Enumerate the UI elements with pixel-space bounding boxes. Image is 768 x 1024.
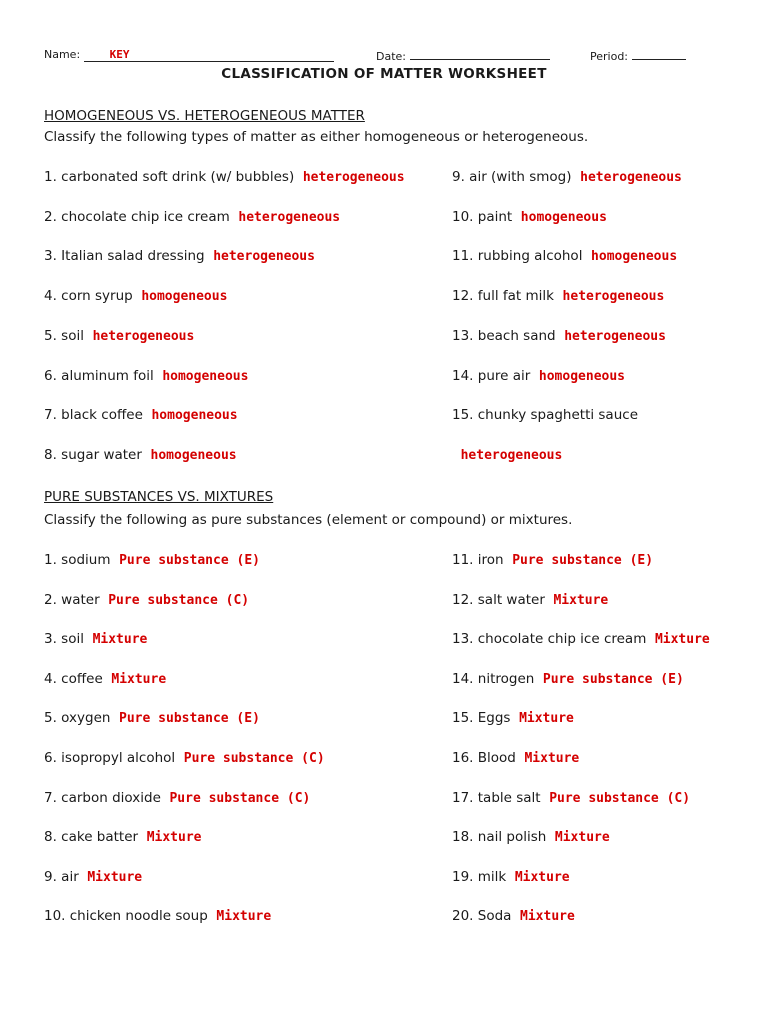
question-item bbox=[44, 790, 310, 806]
answer-text: heterogeneous bbox=[302, 170, 405, 185]
page-title: CLASSIFICATION OF MATTER WORKSHEET bbox=[221, 66, 547, 82]
answer-text: Mixture bbox=[553, 592, 609, 608]
answer-text: Mixture bbox=[87, 869, 143, 885]
question-item bbox=[452, 552, 653, 568]
period-field bbox=[590, 48, 686, 63]
question-text: 10. chicken noodle soup bbox=[44, 908, 208, 925]
question-text: 12. salt water bbox=[452, 591, 545, 608]
answer-text: homogeneous bbox=[151, 408, 238, 424]
answer-text: Mixture bbox=[654, 632, 710, 648]
question-item bbox=[452, 671, 684, 687]
question-item bbox=[44, 631, 147, 647]
name-field bbox=[44, 48, 334, 62]
section1-instructions: Classify the following types of matter as either homogeneous or heterogeneous. bbox=[44, 129, 589, 145]
answer-text: homogeneous bbox=[520, 209, 607, 225]
question-text: 20. Soda bbox=[452, 908, 512, 925]
question-text: 12. full fat milk bbox=[452, 288, 554, 305]
question-item bbox=[44, 407, 238, 423]
question-item bbox=[44, 592, 249, 608]
answer-text: heterogeneous bbox=[92, 328, 195, 344]
question-text: 2. water bbox=[44, 591, 100, 608]
question-text: 4. coffee bbox=[44, 670, 103, 687]
answer-text: Mixture bbox=[514, 869, 570, 885]
answer-text: Pure substance (E) bbox=[512, 553, 654, 568]
question-item bbox=[44, 169, 405, 185]
question-item bbox=[452, 368, 625, 384]
question-item bbox=[44, 328, 194, 344]
section2-instructions: Classify the following as pure substances (element or compound) or mixtures. bbox=[44, 512, 573, 528]
answer-text: Mixture bbox=[92, 632, 148, 648]
question-text: 7. black coffee bbox=[44, 407, 143, 424]
answer-text: homogeneous bbox=[162, 368, 249, 384]
question-text: 8. sugar water bbox=[44, 446, 142, 463]
question-text: 5. oxygen bbox=[44, 710, 111, 727]
question-item bbox=[44, 552, 260, 568]
question-item bbox=[44, 710, 260, 726]
question-item bbox=[452, 209, 607, 225]
answer-text: homogeneous bbox=[538, 368, 625, 384]
question-item bbox=[452, 790, 690, 806]
question-text: 10. paint bbox=[452, 208, 513, 225]
answer-text: heterogeneous bbox=[238, 209, 341, 225]
question-text: 17. table salt bbox=[452, 789, 541, 806]
question-text: 14. pure air bbox=[452, 367, 531, 384]
answer-text: Mixture bbox=[111, 671, 167, 687]
section1-heading: HOMOGENEOUS VS. HETEROGENEOUS MATTER bbox=[44, 108, 365, 124]
question-item bbox=[44, 447, 237, 463]
answer-text: Pure substance (C) bbox=[169, 790, 311, 806]
name-line bbox=[84, 48, 334, 62]
question-text: 19. milk bbox=[452, 868, 507, 885]
section2-heading: PURE SUBSTANCES VS. MIXTURES bbox=[44, 489, 274, 505]
name-label: Name: bbox=[44, 48, 81, 61]
question-text: 6. isopropyl alcohol bbox=[44, 750, 176, 766]
answer-text: Pure substance (E) bbox=[119, 553, 260, 568]
question-item bbox=[44, 829, 201, 845]
question-text: 13. chocolate chip ice cream bbox=[452, 631, 647, 648]
question-item bbox=[452, 407, 647, 423]
answer-text: Mixture bbox=[520, 909, 575, 925]
question-text: 9. air bbox=[44, 868, 79, 885]
question-text: 13. beach sand bbox=[452, 327, 556, 344]
answer-text: heterogeneous bbox=[460, 447, 563, 463]
question-text: 16. Blood bbox=[452, 750, 516, 766]
question-text: 15. chunky spaghetti sauce bbox=[452, 407, 638, 424]
question-text: 8. cake batter bbox=[44, 829, 139, 846]
date-field bbox=[376, 48, 550, 63]
question-item bbox=[452, 447, 562, 463]
question-text: 2. chocolate chip ice cream bbox=[44, 208, 230, 225]
question-item bbox=[44, 248, 315, 264]
question-text: 9. air (with smog) bbox=[452, 169, 572, 185]
question-text: 11. iron bbox=[452, 552, 504, 568]
answer-text: Pure substance (C) bbox=[549, 790, 691, 806]
answer-text: Mixture bbox=[146, 830, 202, 846]
answer-text: Pure substance (E) bbox=[542, 671, 684, 687]
question-item bbox=[44, 288, 227, 304]
period-line bbox=[632, 48, 686, 60]
date-line bbox=[410, 48, 550, 60]
question-item bbox=[452, 288, 664, 304]
question-text: 18. nail polish bbox=[452, 829, 547, 846]
question-text: 7. carbon dioxide bbox=[44, 789, 161, 806]
question-item bbox=[452, 829, 610, 845]
question-item bbox=[452, 908, 575, 924]
question-text: 3. Italian salad dressing bbox=[44, 248, 205, 265]
answer-text: heterogeneous bbox=[580, 170, 682, 185]
question-item bbox=[452, 869, 570, 885]
question-text: 6. aluminum foil bbox=[44, 367, 154, 384]
answer-text: Pure substance (E) bbox=[119, 711, 260, 727]
question-text: 14. nitrogen bbox=[452, 670, 535, 687]
period-label: Period: bbox=[590, 50, 629, 63]
question-item bbox=[452, 248, 677, 264]
question-item bbox=[452, 631, 710, 647]
question-text: 3. soil bbox=[44, 631, 84, 648]
question-item bbox=[44, 750, 325, 766]
question-text: 15. Eggs bbox=[452, 710, 511, 727]
question-item bbox=[44, 209, 340, 225]
question-item bbox=[452, 750, 579, 766]
answer-text: Mixture bbox=[524, 751, 580, 766]
question-item bbox=[44, 869, 142, 885]
question-item bbox=[44, 671, 166, 687]
question-text: 1. carbonated soft drink (w/ bubbles) bbox=[44, 169, 295, 185]
answer-text: heterogeneous bbox=[564, 328, 666, 344]
question-item bbox=[452, 710, 574, 726]
question-item bbox=[44, 908, 271, 924]
answer-text: homogeneous bbox=[150, 447, 237, 463]
answer-text: heterogeneous bbox=[562, 289, 665, 305]
question-item bbox=[452, 592, 608, 608]
answer-text: homogeneous bbox=[141, 289, 228, 305]
answer-text: Mixture bbox=[554, 830, 610, 846]
answer-text: Mixture bbox=[519, 711, 574, 727]
answer-text: homogeneous bbox=[591, 249, 678, 265]
date-label: Date: bbox=[376, 50, 406, 63]
answer-text: Pure substance (C) bbox=[183, 751, 325, 766]
answer-text: Mixture bbox=[216, 909, 272, 925]
question-text: 4. corn syrup bbox=[44, 288, 133, 305]
answer-text: heterogeneous bbox=[213, 249, 315, 265]
question-item bbox=[44, 368, 248, 384]
question-text: 11. rubbing alcohol bbox=[452, 248, 583, 265]
question-item bbox=[452, 169, 682, 185]
name-value: KEY bbox=[109, 48, 130, 61]
question-text: 5. soil bbox=[44, 327, 84, 344]
question-item bbox=[452, 328, 666, 344]
question-text: 1. sodium bbox=[44, 552, 111, 568]
answer-text: Pure substance (C) bbox=[108, 592, 250, 608]
